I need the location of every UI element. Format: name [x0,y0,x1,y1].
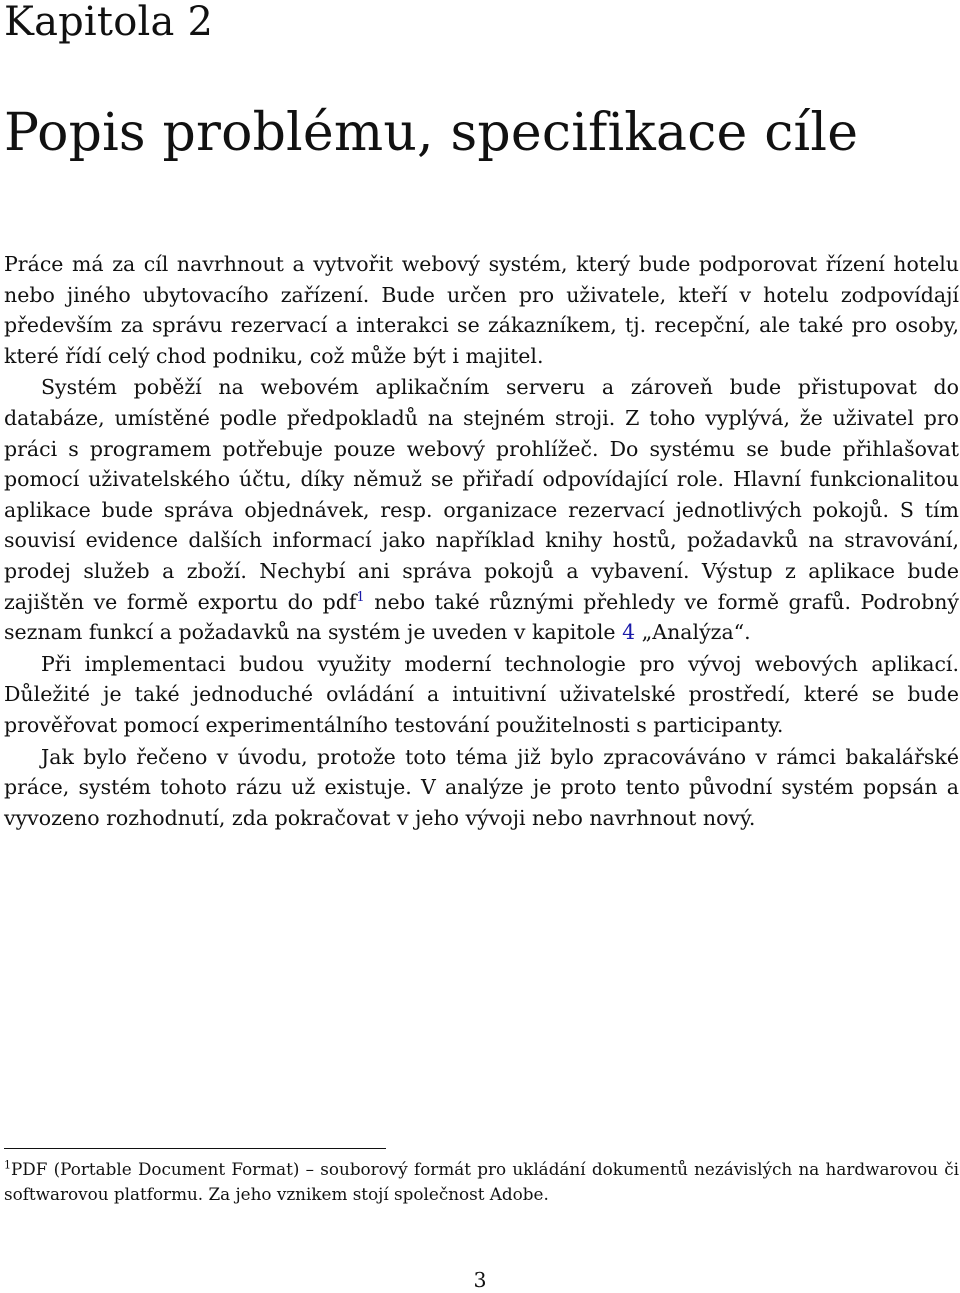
footnote-reference-link[interactable]: 1 [356,589,365,605]
chapter-title: Popis problému, specifikace cíle [4,103,859,163]
page-number: 3 [473,1268,487,1292]
footnote-mark: 1 [4,1158,11,1172]
paragraph-3: Při implementaci budou využity moderní technologie pro vývoj webových aplikací. Důležité je také jednoduché ovládání a intuitivní uživatelské prostředí, které se bude prověřovat pomocí experimentálního testování použitelnosti s participanty. [4,651,959,737]
paragraph-2-text-middle: nebo také různými přehledy ve formě grafů. Podrobný seznam funkcí a požadavků na systém je uveden v kapitole [4,589,959,645]
paragraph-1: Práce má za cíl navrhnout a vytvořit webový systém, který bude podporovat řízení hotelu nebo jiného ubytovacího zařízení. Bude určen pro uživatele, kteří v hotelu zodpovídají především za správu rezervací a interakci se zákazníkem, tj. recepční, ale také pro osoby, které řídí celý chod podniku, což může být i majitel. [4,252,959,368]
paragraph-4: Jak bylo řečeno v úvodu, protože toto téma již bylo zpracováváno v rámci bakalářské práce, systém tohoto rázu už existuje. V analýze je proto tento původní systém popsán a vyvozeno rozhodnutí, zda pokračovat v jeho vývoji nebo navrhnout nový. [4,744,959,830]
footnote-divider [4,1148,386,1149]
footnote [4,1157,959,1207]
paragraph-2-text-start: Systém poběží na webovém aplikačním serveru a zároveň bude přistupovat do databáze, umístěné podle předpokladů na stejném stroji. Z toho vyplývá, že uživatel pro práci s programem potřebuje pouze webový prohlížeč. Do systému se bude přihlašovat pomocí uživatelského účtu, díky němuž se přiřadí odpovídající role. Hlavní funkcionalitou aplikace bude správa objednávek, resp. organizace rezervací jednotlivých pokojů. S tím souvisí evidence dalších informací jako například knihy hostů, požadavků na stravování, prodej služeb a zboží. Nechybí ani správa pokojů a vybavení. Výstup z aplikace bude zajištěn ve formě exportu do pdf [4,375,959,614]
footnote-text: PDF (Portable Document Format) – souborový formát pro ukládání dokumentů nezávislých na hardwarovou či softwarovou platformu. Za jeho vznikem stojí společnost Adobe. [4,1159,959,1204]
body-text [4,249,959,833]
chapter-reference-link[interactable]: 4 [622,620,636,645]
paragraph-2-text-end: „Analýza“. [635,620,751,645]
paragraph-2 [4,372,959,647]
chapter-label: Kapitola 2 [4,0,214,45]
